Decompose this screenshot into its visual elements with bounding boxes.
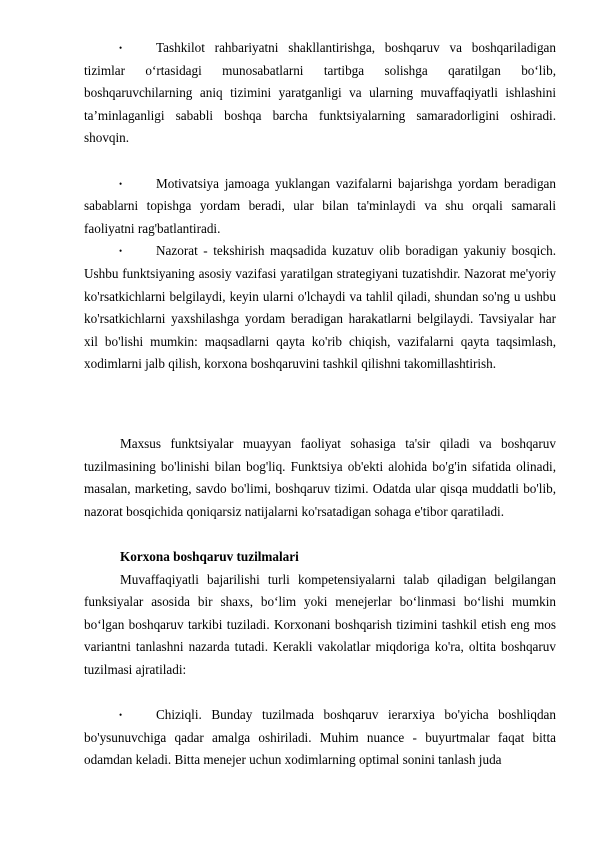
bullet-icon: • (119, 43, 123, 53)
bullet-item-control (84, 240, 556, 376)
paragraph-text: Maxsus funktsiyalar muayyan faoliyat sohasiga ta'sir qiladi va boshqaruv tuzilmasining bo'linishi bilan bog'liq. Funktsiya ob'ekti alohida bo'g'in sifatida olinadi, masalan, marketing, savdo bo'limi, boshqaruv tizimi. Odatda ular qisqa muddatli bo'lib, nazorat bosqichida qoniqarsiz natijalarni ko'rsatadigan sohaga e'tibor qaratiladi. (84, 436, 556, 519)
paragraph-special-functions (84, 433, 556, 523)
bullet-icon: • (119, 710, 123, 720)
bullet-icon: • (119, 178, 123, 189)
section-heading: Korxona boshqaruv tuzilmalari (120, 549, 299, 564)
paragraph-structures (84, 569, 556, 682)
bullet-icon: • (119, 246, 123, 257)
bullet-item-linear (84, 704, 556, 772)
bullet-text: Motivatsiya jamoaga yuklangan vazifalarni bajarishga yordam beradigan sabablarni topishga yordam beradi, ular bilan ta'minlaydi va shu orqali samarali faoliyatni rag'batlantiradi. (84, 175, 556, 236)
paragraph-text: Muvaffaqiyatli bajarilishi turli kompetensiyalarni talab qiladigan belgilangan funksiyalar asosida bir shaxs, bo‘lim yoki menejerlar bo‘linmasi bo‘lishi mumkin bo‘lgan boshqaruv tarkibi tuziladi. Korxonani boshqarish tizimini tashkil etish eng mos variantni tanlashni nazarda tutadi. Kerakli vakolatlar miqdoriga ko'ra, oltita boshqaruv tuzilmasi ajratiladi: (84, 571, 556, 677)
section-heading-block (84, 546, 556, 569)
bullet-text: Nazorat - tekshirish maqsadida kuzatuv olib boradigan yakuniy bosqich. Ushbu funktsiyaning asosiy vazifasi yaratilgan strategiyani tuzatishdir. Nazorat me'yoriy ko'rsatkichlarni belgilaydi, keyin ularni o'lchaydi va tahlil qiladi, shundan so'ng u ushbu ko'rsatkichlarni yaxshilashga yordam beradigan harakatlarni belgilaydi. Tavsiyalar har xil bo'lishi mumkin: maqsadlarni qayta ko'rib chiqish, vazifalarni qayta taqsimlash, xodimlarni jalb qilish, korxona boshqaruvini tashkil qilishni takomillashtirish. (84, 243, 556, 372)
bullet-text: Chiziqli. Bunday tuzilmada boshqaruv ierarxiya bo'yicha boshliqdan bo'ysunuvchiga qadar amalga oshiriladi. Muhim nuance - buyurtmalar faqat bitta odamdan keladi. Bitta menejer uchun xodimlarning optimal sonini tanlash juda (84, 707, 556, 768)
bullet-item-motivation (84, 173, 556, 241)
bullet-item-organization (84, 37, 556, 150)
bullet-text: Tashkilot rahbariyatni shakllantirishga, boshqaruv va boshqariladigan tizimlar o‘rtasidagi munosabatlarni tartibga solishga qaratilgan bo‘lib, boshqaruvchilarning aniq tizimini yaratganligi va ularning muvaffaqiyatli ishlashini ta’minlaganligi sababli boshqa barcha funktsiyalarning samaradorligini oshiradi. shovqin. (84, 40, 556, 146)
